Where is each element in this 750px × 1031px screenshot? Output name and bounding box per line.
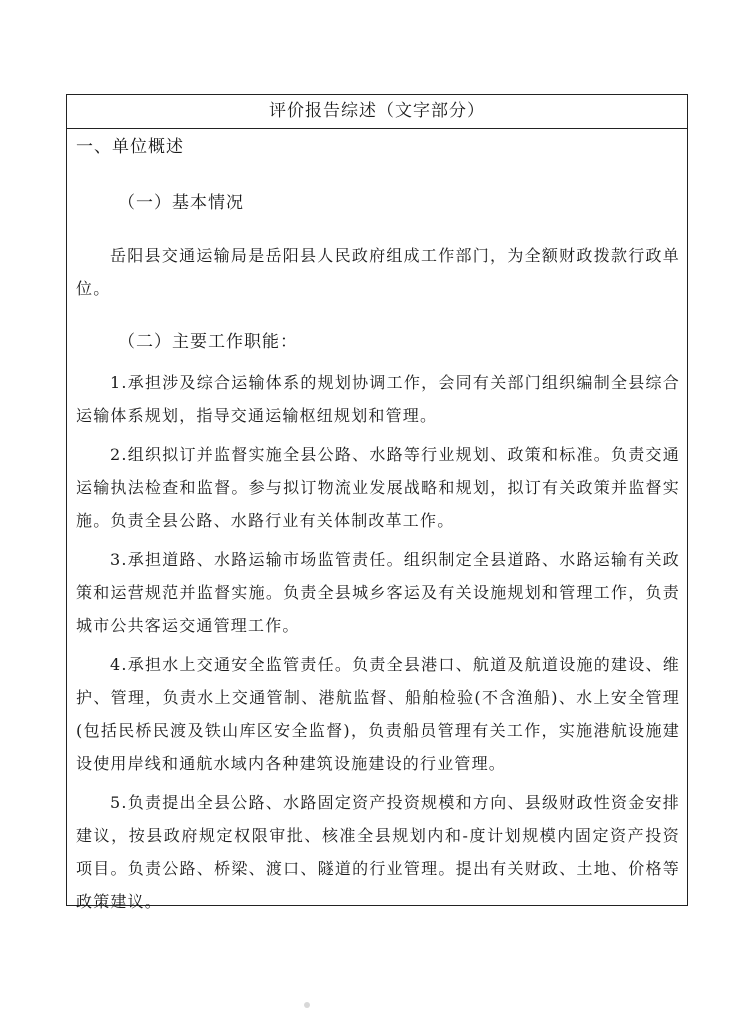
- duty-paragraph-1: 1.承担涉及综合运输体系的规划协调工作，会同有关部门组织编制全县综合运输体系规划，指导交通运输枢纽规划和管理。: [76, 373, 680, 425]
- scan-speck: [304, 1002, 310, 1008]
- basic-info-paragraph: 岳阳县交通运输局是岳阳县人民政府组成工作部门，为全额财政拨款行政单位。: [76, 246, 680, 298]
- subsection-heading-main-duties: （二）主要工作职能：: [118, 332, 298, 352]
- duty-paragraph-3: 3.承担道路、水路运输市场监管责任。组织制定全县道路、水路运输有关政策和运营规范并监督实施。负责全县城乡客运及有关设施规划和管理工作，负责城市公共客运交通管理工作。: [76, 550, 680, 635]
- duty-paragraph-5: 5.负责提出全县公路、水路固定资产投资规模和方向、县级财政性资金安排建议，按县政府规定权限审批、核准全县规划内和-度计划规模内固定资产投资项目。负责公路、桥梁、渡口、隧道的行业管理。提出有关财政、土地、价格等政策建议。: [76, 793, 680, 911]
- section-heading-unit-overview: 一、单位概述: [76, 137, 184, 157]
- duty-paragraph-2: 2.组织拟订并监督实施全县公路、水路等行业规划、政策和标准。负责交通运输执法检查和监督。参与拟订物流业发展战略和规划，拟订有关政策并监督实施。负责全县公路、水路行业有关体制改革工作。: [76, 445, 680, 530]
- report-content: [76, 129, 680, 918]
- subsection-heading-basic-info: （一）基本情况: [118, 193, 244, 213]
- duty-paragraph-4: 4.承担水上交通安全监管责任。负责全县港口、航道及航道设施的建设、维护、管理，负责水上交通管制、港航监督、船舶检验(不含渔船)、水上安全管理(包括民桥民渡及铁山库区安全监督)，负责船员管理有关工作，实施港航设施建设使用岸线和通航水域内各种建筑设施建设的行业管理。: [76, 655, 680, 773]
- report-frame: [66, 94, 688, 911]
- report-title: 评价报告综述（文字部分）: [67, 95, 687, 129]
